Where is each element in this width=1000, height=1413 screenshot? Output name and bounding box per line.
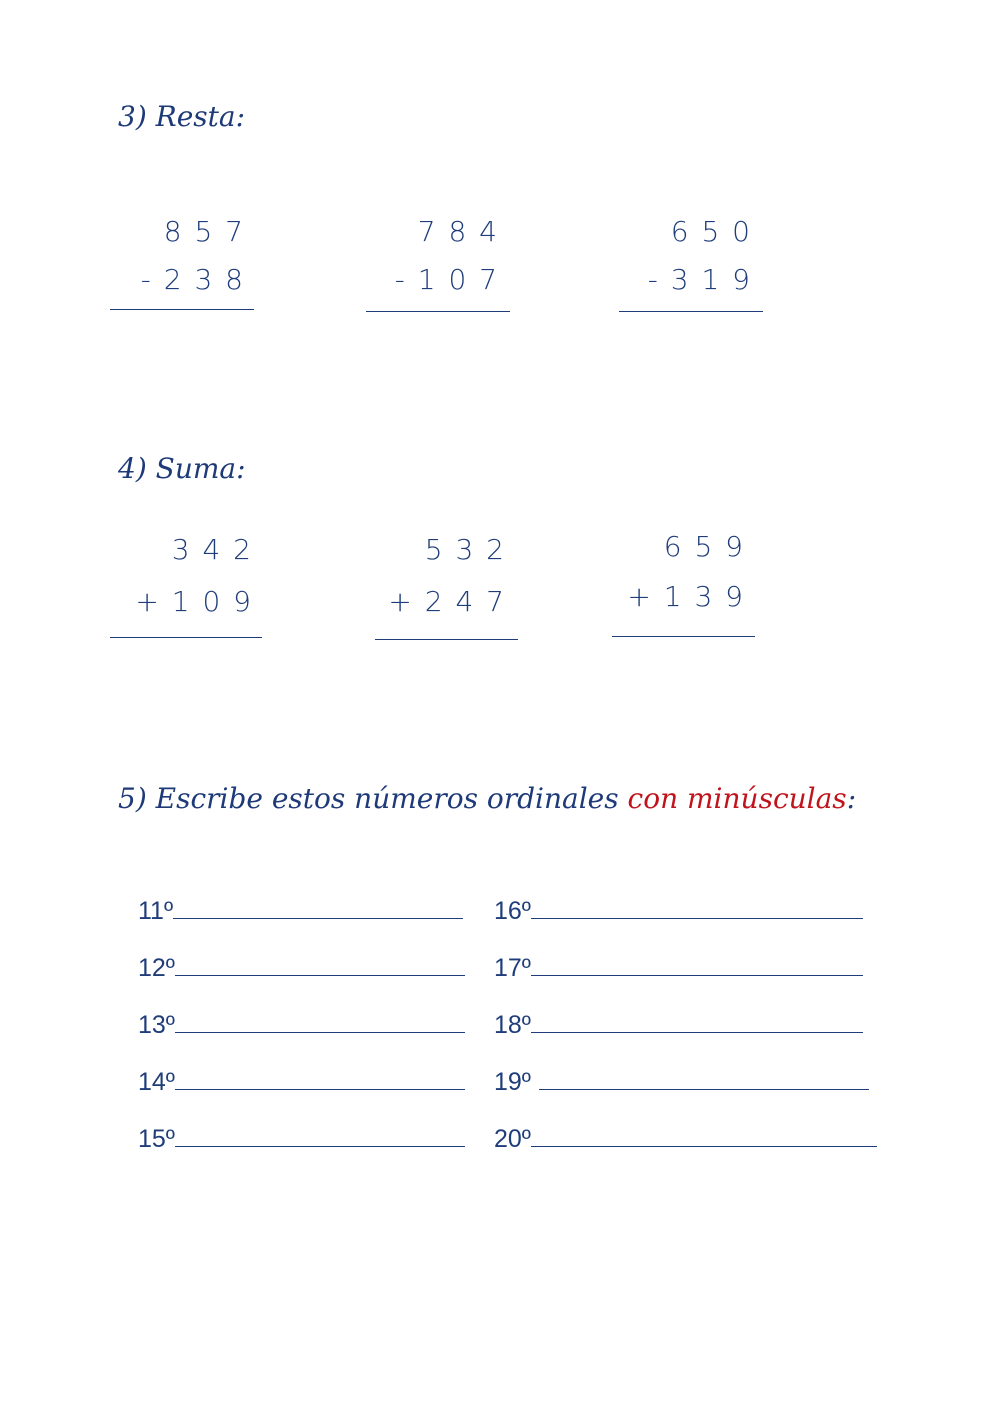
addition-2-bottom: + 2 4 7: [388, 585, 506, 618]
addition-3: [612, 530, 757, 640]
addition-2: [375, 533, 520, 643]
section-5-title-highlight: con minúsculas: [627, 782, 847, 815]
section-5-title-end: :: [846, 782, 857, 815]
answer-line[interactable]: [531, 896, 863, 919]
subtraction-2: [366, 215, 511, 315]
ordinal-label: 20º: [494, 1125, 531, 1153]
section-3-title: 3) Resta:: [118, 100, 246, 133]
ordinal-row: [494, 953, 863, 983]
ordinal-row: [494, 1124, 877, 1154]
addition-1: [110, 533, 265, 643]
addition-2-top: 5 3 2: [424, 533, 506, 566]
ordinal-row: [138, 1067, 465, 1097]
section-5-title: [118, 782, 856, 815]
answer-line[interactable]: [531, 1010, 863, 1033]
addition-3-top: 6 5 9: [663, 530, 745, 563]
section-5-title-main: 5) Escribe estos números ordinales: [118, 782, 619, 815]
subtraction-3: [619, 215, 764, 315]
ordinal-label: 17º: [494, 954, 531, 982]
ordinal-row: [494, 896, 863, 926]
section-4-title: 4) Suma:: [118, 452, 246, 485]
ordinal-label: 15º: [138, 1125, 175, 1153]
subtraction-1-top: 8 5 7: [163, 215, 245, 248]
addition-1-top: 3 4 2: [171, 533, 253, 566]
answer-line[interactable]: [531, 953, 863, 976]
result-line: [375, 639, 518, 640]
ordinal-row: [138, 953, 465, 983]
ordinal-label: 11º: [138, 897, 174, 925]
ordinal-label: 16º: [494, 897, 531, 925]
subtraction-1-bottom: - 2 3 8: [140, 263, 245, 296]
ordinal-row: [494, 1067, 869, 1097]
ordinal-label: 19º: [494, 1068, 531, 1096]
subtraction-1: [110, 215, 255, 315]
subtraction-2-bottom: - 1 0 7: [394, 263, 499, 296]
ordinal-label: 12º: [138, 954, 175, 982]
ordinal-label: 13º: [138, 1011, 175, 1039]
ordinal-row: [138, 1010, 465, 1040]
result-line: [366, 311, 510, 312]
answer-line[interactable]: [531, 1124, 877, 1147]
result-line: [612, 636, 755, 637]
result-line: [619, 311, 763, 312]
answer-line[interactable]: [175, 1067, 465, 1090]
ordinal-label: 14º: [138, 1068, 175, 1096]
ordinal-row: [494, 1010, 863, 1040]
subtraction-2-top: 7 8 4: [417, 215, 499, 248]
answer-line[interactable]: [539, 1067, 869, 1090]
answer-line[interactable]: [175, 1124, 465, 1147]
answer-line[interactable]: [173, 896, 463, 919]
subtraction-3-bottom: - 3 1 9: [647, 263, 752, 296]
result-line: [110, 309, 254, 310]
subtraction-3-top: 6 5 0: [670, 215, 752, 248]
ordinal-label: 18º: [494, 1011, 531, 1039]
ordinal-row: [138, 1124, 465, 1154]
result-line: [110, 637, 262, 638]
answer-line[interactable]: [175, 953, 465, 976]
ordinal-row: [138, 896, 463, 926]
addition-3-bottom: + 1 3 9: [627, 580, 745, 613]
answer-line[interactable]: [175, 1010, 465, 1033]
addition-1-bottom: + 1 0 9: [135, 585, 253, 618]
